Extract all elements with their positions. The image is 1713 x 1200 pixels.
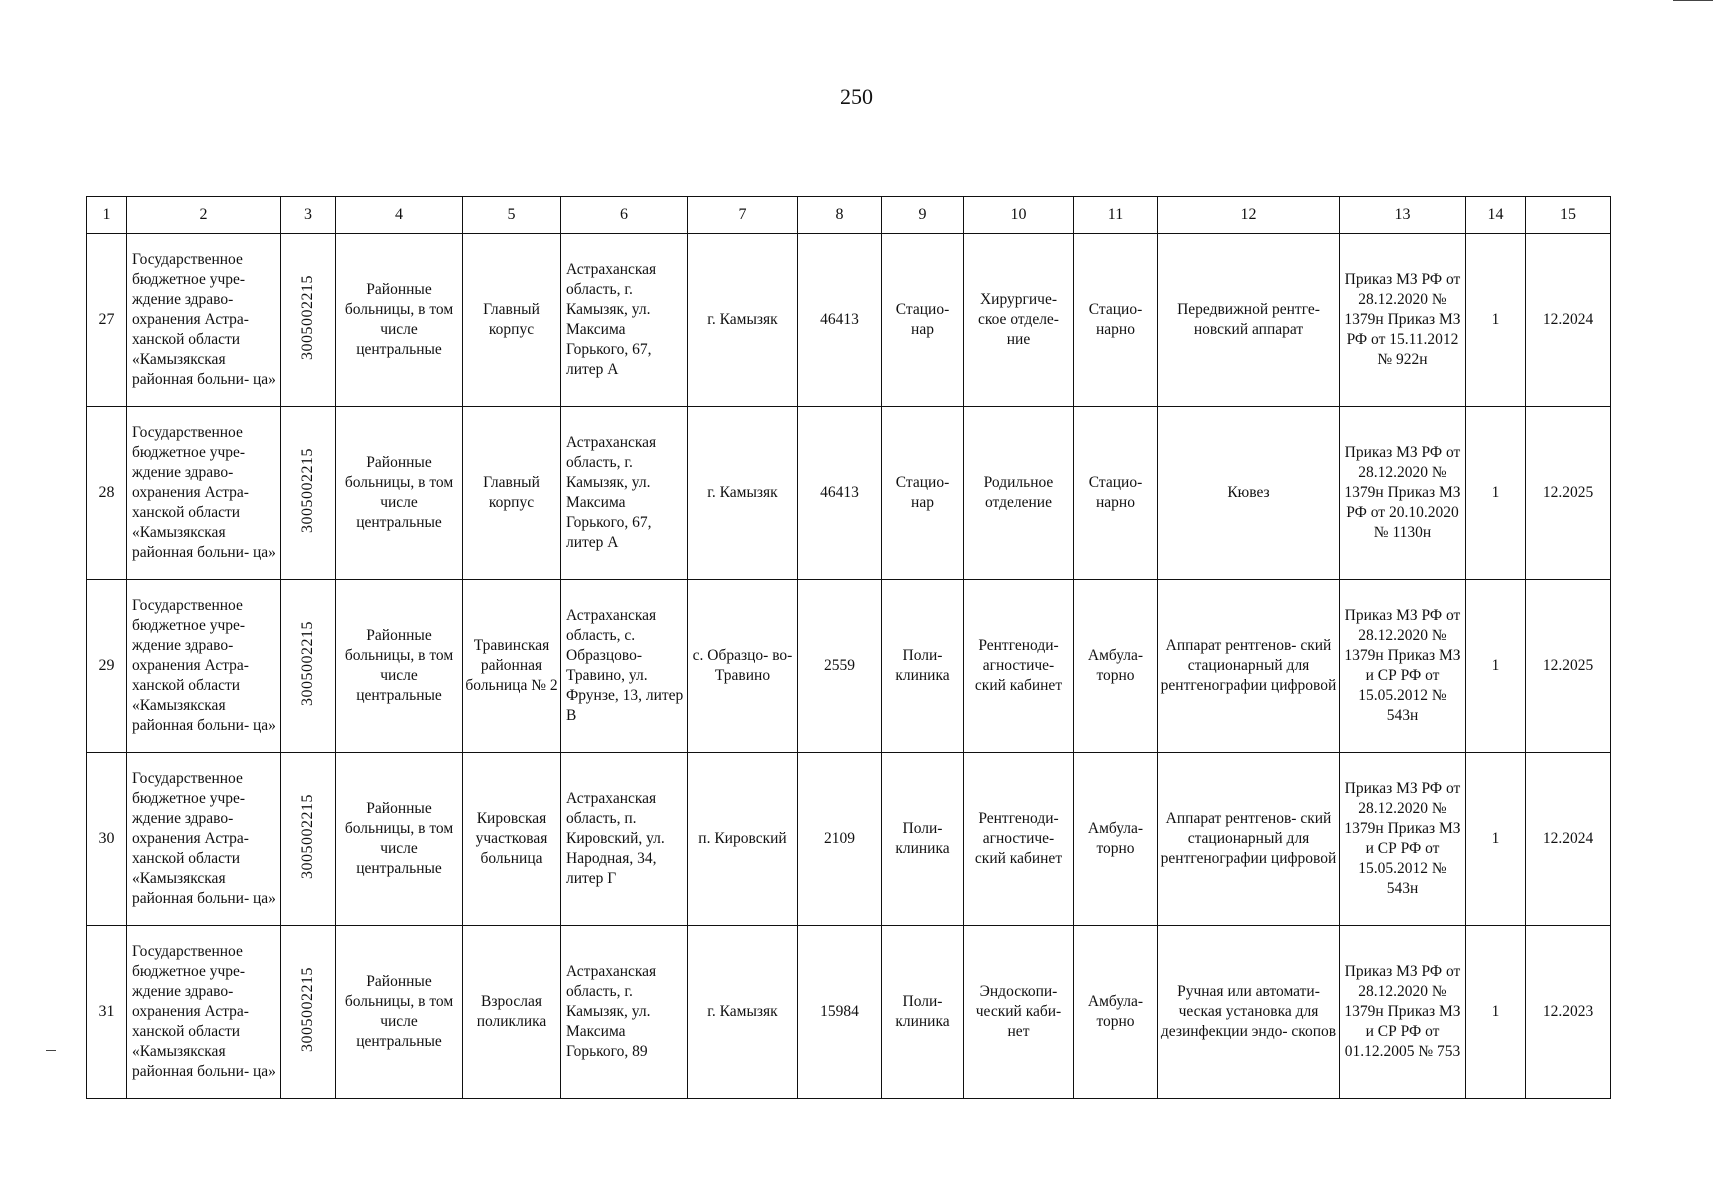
page-number: 250 xyxy=(840,84,873,109)
column-header: 6 xyxy=(561,197,688,234)
row-number-cell: 30 xyxy=(87,753,127,926)
table-row xyxy=(87,580,1611,753)
column-header: 3 xyxy=(281,197,336,234)
locality-cell: г. Камызяк xyxy=(688,234,798,407)
care-form-cell: Поли- клиника xyxy=(882,753,964,926)
hospital-type-cell: Районные больницы, в том числе центральные xyxy=(336,753,463,926)
row-number-cell: 29 xyxy=(87,580,127,753)
care-mode-cell: Стацио- нарно xyxy=(1074,234,1158,407)
locality-cell: г. Камызяк xyxy=(688,407,798,580)
column-header: 5 xyxy=(463,197,561,234)
quantity-cell: 1 xyxy=(1466,580,1526,753)
care-mode-cell: Амбула- торно xyxy=(1074,580,1158,753)
locality-cell: п. Кировский xyxy=(688,753,798,926)
address-cell: Астраханская область, с. Образцово- Травино, ул. Фрунзе, 13, литер В xyxy=(561,580,688,753)
department-cell: Хирургиче- ское отделе- ние xyxy=(964,234,1074,407)
address-cell: Астраханская область, п. Кировский, ул. Народная, 34, литер Г xyxy=(561,753,688,926)
row-number-cell: 31 xyxy=(87,926,127,1099)
table-row xyxy=(87,407,1611,580)
date-cell: 12.2025 xyxy=(1526,407,1611,580)
hospital-type-cell: Районные больницы, в том числе центральные xyxy=(336,234,463,407)
hospital-type-cell: Районные больницы, в том числе центральные xyxy=(336,580,463,753)
locality-cell: с. Образцо- во-Травино xyxy=(688,580,798,753)
org-code-vertical-text: 3005002215 xyxy=(299,966,316,1052)
address-cell: Астраханская область, г. Камызяк, ул. Максима Горького, 89 xyxy=(561,926,688,1099)
building-cell: Взрослая поликлика xyxy=(463,926,561,1099)
row-number-cell: 28 xyxy=(87,407,127,580)
quantity-cell: 1 xyxy=(1466,753,1526,926)
address-cell: Астраханская область, г. Камызяк, ул. Максима Горького, 67, литер А xyxy=(561,234,688,407)
locality-cell: г. Камызяк xyxy=(688,926,798,1099)
org-code-cell xyxy=(281,926,336,1099)
hospital-type-cell: Районные больницы, в том числе центральные xyxy=(336,926,463,1099)
column-header: 7 xyxy=(688,197,798,234)
building-cell: Главный корпус xyxy=(463,407,561,580)
column-header: 2 xyxy=(127,197,281,234)
org-code-cell xyxy=(281,753,336,926)
column-header: 13 xyxy=(1340,197,1466,234)
department-cell: Рентгеноди- агностиче- ский кабинет xyxy=(964,753,1074,926)
population-cell: 2559 xyxy=(798,580,882,753)
column-header: 9 xyxy=(882,197,964,234)
population-cell: 46413 xyxy=(798,234,882,407)
column-header: 12 xyxy=(1158,197,1340,234)
org-code-vertical-text: 3005002215 xyxy=(299,447,316,533)
organization-cell: Государственное бюджетное учре- ждение здраво- охранения Астра- ханской области «Камызякская районная больни- ца» xyxy=(127,926,281,1099)
date-cell: 12.2024 xyxy=(1526,234,1611,407)
equipment-cell: Ручная или автомати- ческая установка для дезинфекции эндо- скопов xyxy=(1158,926,1340,1099)
equipment-cell: Аппарат рентгенов- ский стационарный для рентгенографии цифровой xyxy=(1158,580,1340,753)
population-cell: 15984 xyxy=(798,926,882,1099)
orders-cell: Приказ МЗ РФ от 28.12.2020 № 1379н Приказ МЗ и СР РФ от 15.05.2012 № 543н xyxy=(1340,580,1466,753)
quantity-cell: 1 xyxy=(1466,234,1526,407)
organization-cell: Государственное бюджетное учре- ждение здраво- охранения Астра- ханской области «Камызякская районная больни- ца» xyxy=(127,753,281,926)
address-cell: Астраханская область, г. Камызяк, ул. Максима Горького, 67, литер А xyxy=(561,407,688,580)
org-code-cell xyxy=(281,407,336,580)
scan-edge-mark xyxy=(46,1050,56,1051)
column-header: 1 xyxy=(87,197,127,234)
column-header: 8 xyxy=(798,197,882,234)
building-cell: Травинская районная больница № 2 xyxy=(463,580,561,753)
building-cell: Кировская участковая больница xyxy=(463,753,561,926)
care-form-cell: Поли- клиника xyxy=(882,580,964,753)
department-cell: Родильное отделение xyxy=(964,407,1074,580)
hospital-type-cell: Районные больницы, в том числе центральные xyxy=(336,407,463,580)
column-header: 4 xyxy=(336,197,463,234)
building-cell: Главный корпус xyxy=(463,234,561,407)
table-row xyxy=(87,234,1611,407)
population-cell: 2109 xyxy=(798,753,882,926)
org-code-vertical-text: 3005002215 xyxy=(299,793,316,879)
care-form-cell: Стацио- нар xyxy=(882,407,964,580)
column-header: 15 xyxy=(1526,197,1611,234)
org-code-vertical-text: 3005002215 xyxy=(299,274,316,360)
quantity-cell: 1 xyxy=(1466,926,1526,1099)
equipment-cell: Аппарат рентгенов- ский стационарный для рентгенографии цифровой xyxy=(1158,753,1340,926)
population-cell: 46413 xyxy=(798,407,882,580)
equipment-table xyxy=(86,196,1611,1099)
scan-edge-mark xyxy=(1673,0,1713,1)
table-row xyxy=(87,753,1611,926)
table-row xyxy=(87,926,1611,1099)
equipment-cell: Кювез xyxy=(1158,407,1340,580)
row-number-cell: 27 xyxy=(87,234,127,407)
org-code-cell xyxy=(281,580,336,753)
department-cell: Рентгеноди- агностиче- ский кабинет xyxy=(964,580,1074,753)
org-code-vertical-text: 3005002215 xyxy=(299,620,316,706)
date-cell: 12.2023 xyxy=(1526,926,1611,1099)
orders-cell: Приказ МЗ РФ от 28.12.2020 № 1379н Приказ МЗ и СР РФ от 15.05.2012 № 543н xyxy=(1340,753,1466,926)
date-cell: 12.2025 xyxy=(1526,580,1611,753)
organization-cell: Государственное бюджетное учре- ждение здраво- охранения Астра- ханской области «Камызякская районная больни- ца» xyxy=(127,580,281,753)
orders-cell: Приказ МЗ РФ от 28.12.2020 № 1379н Приказ МЗ и СР РФ от 01.12.2005 № 753 xyxy=(1340,926,1466,1099)
orders-cell: Приказ МЗ РФ от 28.12.2020 № 1379н Приказ МЗ РФ от 20.10.2020 № 1130н xyxy=(1340,407,1466,580)
organization-cell: Государственное бюджетное учре- ждение здраво- охранения Астра- ханской области «Камызякская районная больни- ца» xyxy=(127,234,281,407)
care-mode-cell: Амбула- торно xyxy=(1074,926,1158,1099)
date-cell: 12.2024 xyxy=(1526,753,1611,926)
care-mode-cell: Стацио- нарно xyxy=(1074,407,1158,580)
care-mode-cell: Амбула- торно xyxy=(1074,753,1158,926)
org-code-cell xyxy=(281,234,336,407)
department-cell: Эндоскопи- ческий каби- нет xyxy=(964,926,1074,1099)
header-row xyxy=(87,197,1611,234)
column-header: 14 xyxy=(1466,197,1526,234)
care-form-cell: Стацио- нар xyxy=(882,234,964,407)
organization-cell: Государственное бюджетное учре- ждение здраво- охранения Астра- ханской области «Камызякская районная больни- ца» xyxy=(127,407,281,580)
quantity-cell: 1 xyxy=(1466,407,1526,580)
care-form-cell: Поли- клиника xyxy=(882,926,964,1099)
column-header: 10 xyxy=(964,197,1074,234)
column-header: 11 xyxy=(1074,197,1158,234)
orders-cell: Приказ МЗ РФ от 28.12.2020 № 1379н Приказ МЗ РФ от 15.11.2012 № 922н xyxy=(1340,234,1466,407)
equipment-cell: Передвижной рентге- новский аппарат xyxy=(1158,234,1340,407)
